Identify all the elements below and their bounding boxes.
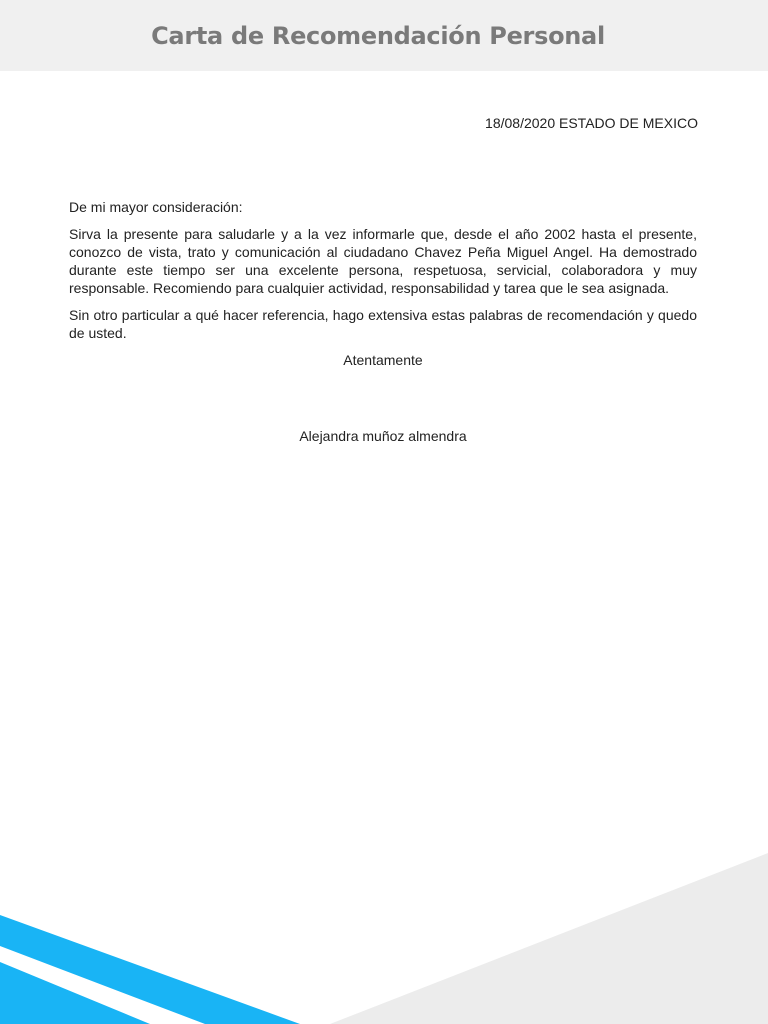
date-location: 18/08/2020 ESTADO DE MEXICO (485, 115, 698, 131)
salutation: De mi mayor consideración: (69, 199, 243, 215)
gray-wave-shape (330, 853, 768, 1024)
paragraph-1: Sirva la presente para saludarle y a la vez informarle que, desde el año 2002 hasta el presente, conozco de vista, trato y comunicación al ciudadano Chavez Peña Miguel Angel. Ha demostrado durante este tiempo ser una excelente persona, respetuosa, servicial, colaboradora y muy responsable. Recomiendo para cualquier actividad, responsabilidad y tarea que le sea asignada. (69, 226, 697, 296)
closing: Atentamente (343, 352, 423, 368)
signature-name: Alejandra muñoz almendra (299, 428, 467, 444)
paragraph-2: Sin otro particular a qué hacer referencia, hago extensiva estas palabras de recomendación y quedo de usted. (69, 307, 697, 341)
page-title: Carta de Recomendación Personal (151, 22, 605, 50)
